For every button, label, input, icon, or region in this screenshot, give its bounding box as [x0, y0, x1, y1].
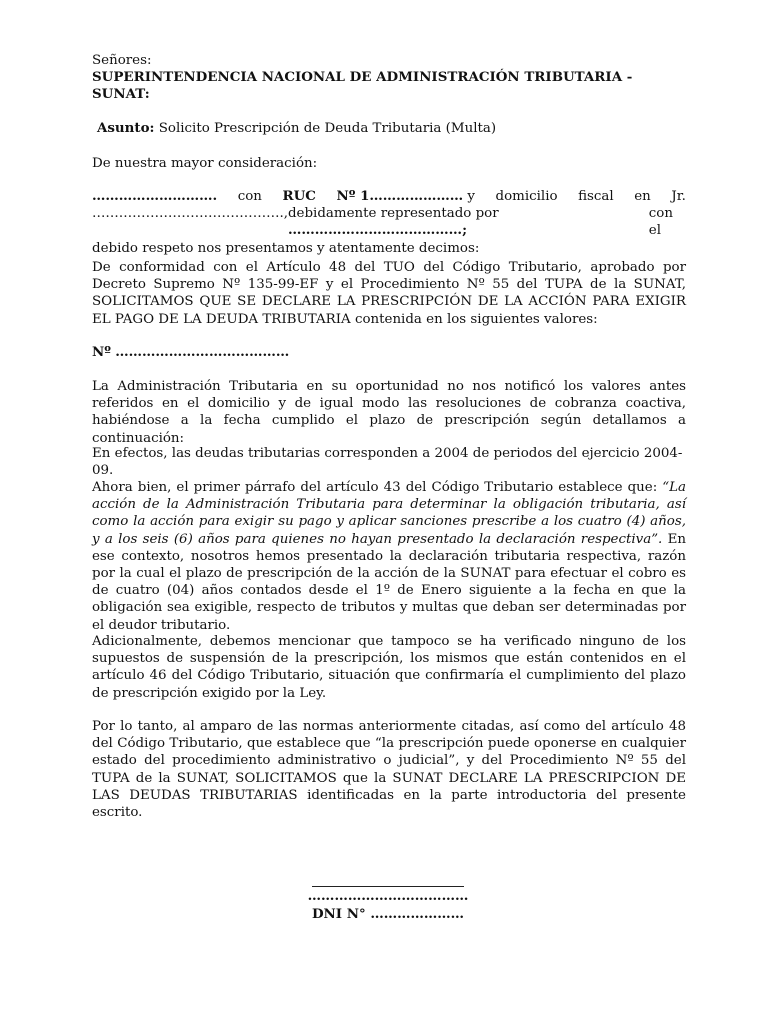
signature-name-blank: ……………………………… [307, 888, 469, 904]
intro-line2-end: con el [648, 206, 673, 239]
intro-en: en [634, 189, 651, 204]
subject-line [97, 120, 691, 137]
paragraph-article-43 [92, 479, 686, 634]
dni-label: DNI N° [311, 906, 366, 922]
paragraph-notification: La Administración Tributaria en su oportunidad no nos notificó los valores antes referidos en el domicilio y de igual modo las resoluciones de cobranza coactiva, habiéndose a la fecha cumplido el plazo de prescripción según detallamos a continuación: [92, 379, 686, 446]
intro-line-3: debido respeto nos presentamos y atentamente decimos: [92, 240, 480, 256]
article-43-intro: Ahora bien, el primer párrafo del artículo 43 del Código Tributario establece que: [92, 480, 658, 495]
representative-blank: …………………………………; [287, 222, 468, 239]
subject-text: Solicito Prescripción de Deuda Tributaria (Multa) [158, 121, 497, 136]
salutation: Señores: [92, 53, 152, 68]
represented-text: debidamente representado por [287, 206, 499, 222]
ruc-value: Nº 1………………… [336, 188, 464, 204]
number-label: Nº [92, 344, 111, 360]
paragraph-conclusion: Por lo tanto, al amparo de las normas anteriormente citadas, así como del artículo 48 del Código Tributario, que establece que “la prescripción puede oponerse en cualquier estado del procedimiento administrativo o judicial”, y del Procedimiento Nº 55 del TUPA de la SUNAT, SOLICITAMOS que la SUNAT DECLARE LA PRESCRIPCION DE LAS DEUDAS TRIBUTARIAS identificadas en la parte introductoria del presente escrito. [92, 719, 686, 821]
intro-domicilio: domicilio [495, 189, 558, 204]
paragraph-request: De conformidad con el Artículo 48 del TUO del Código Tributario, aprobado por Decreto Supremo Nº 135-99-EF y el Procedimiento Nº 55 del TUPA de la SUNAT, SOLICITAMOS QUE SE DECLARE LA PRESCRIPCIÓN DE LA ACCIÓN PARA EXIGIR EL PAGO DE LA DEUDA TRIBUTARIA contenida en los siguientes valores: [92, 260, 686, 327]
name-blank: ………………………. [92, 188, 218, 204]
values-number-line [92, 344, 686, 361]
number-blank: ………………………………… [115, 344, 290, 360]
ruc-group [282, 188, 315, 205]
intro-jr: Jr. [671, 189, 686, 204]
subject-label: Asunto: [97, 120, 155, 136]
article-43-quote: “La acción de la Administración Tributaria para determinar la obligación tributaria, así como la acción para exigir su pago y aplicar sanciones prescribe a los cuatro (4) años, y a los seis (6) años para quienes no hayan presentado la declaración respectiva”. [92, 480, 686, 547]
paragraph-periods: En efectos, las deudas tributarias corresponden a 2004 de periodos del ejercicio 2004-09. [92, 446, 683, 479]
signature-line [312, 886, 464, 887]
intro-paragraph [92, 188, 686, 257]
signature-dni [300, 906, 476, 923]
recipient: SUPERINTENDENCIA NACIONAL DE ADMINISTRACIÓN TRIBUTARIA - SUNAT: [92, 69, 633, 103]
intro-line-1 [92, 188, 686, 205]
address-blank: ……………………………………., [92, 206, 288, 222]
intro-fiscal: fiscal [578, 189, 614, 204]
dni-blank: ………………… [370, 906, 465, 922]
intro-line-2 [92, 205, 686, 239]
greeting: De nuestra mayor consideración: [92, 156, 318, 171]
paragraph-suspension: Adicionalmente, debemos mencionar que tampoco se ha verificado ninguno de los supuestos de suspensión de la prescripción, los mismos que están contenidos en el artículo 46 del Código Tributario, situación que confirmaría el cumplimiento del plazo de prescripción exigido por la Ley. [92, 634, 686, 701]
ruc-label: RUC [282, 188, 316, 204]
article-43-rest: En ese contexto, nosotros hemos presentado la declaración tributaria respectiva, razón por la cual el plazo de prescripción de la acción de la SUNAT para efectuar el cobro es de cuatro (04) años contados desde el 1º de Enero siguiente a la fecha en que la obligación sea exigible, respecto de tributos y multas que deban ser determinadas por el deudor tributario. [92, 531, 686, 633]
intro-y: y [467, 189, 475, 204]
intro-con: con [237, 189, 262, 204]
